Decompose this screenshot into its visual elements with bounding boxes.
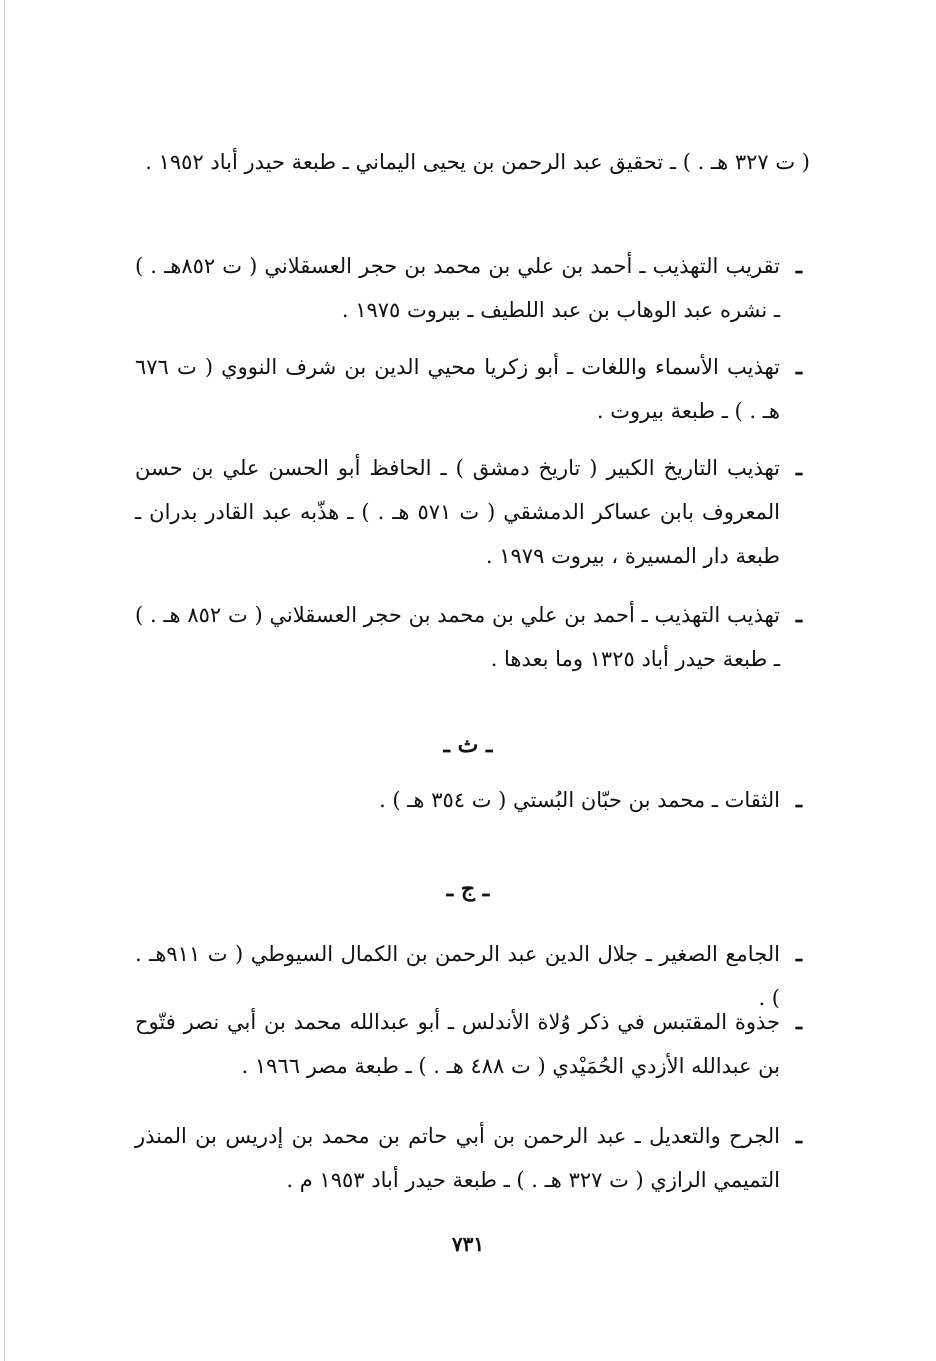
entry-text: الجامع الصغير ـ جلال الدين عبد الرحمن بن الكمال السيوطي ( ت ٩١١هـ . ) . bbox=[135, 942, 780, 1010]
bibliography-entry bbox=[135, 244, 810, 332]
bibliography-entry bbox=[135, 446, 810, 578]
entry-dash: ـ bbox=[795, 1123, 803, 1148]
continued-entry-text: ( ت ٣٢٧ هـ . ) ـ تحقيق عبد الرحمن بن يحيى اليماني ـ طبعة حيدر أباد ١٩٥٢ . bbox=[145, 150, 810, 174]
bibliography-entry bbox=[135, 345, 810, 433]
entry-dash: ـ bbox=[795, 354, 803, 379]
entry-text: تقريب التهذيب ـ أحمد بن علي بن محمد بن حجر العسقلاني ( ت ٨٥٢هـ . ) ـ نشره عبد الوهاب بن عبد اللطيف ـ بيروت ١٩٧٥ . bbox=[135, 254, 780, 322]
entry-dash: ـ bbox=[795, 787, 803, 812]
entry-text: جذوة المقتبس في ذكر وُلاة الأندلس ـ أبو عبدالله محمد بن أبي نصر فتّوح بن عبدالله الأزدي الحُمَيْدي ( ت ٤٨٨ هـ . ) ـ طبعة مصر ١٩٦٦ . bbox=[135, 1010, 780, 1078]
bibliography-entry bbox=[135, 593, 810, 681]
bibliography-entry bbox=[135, 1000, 810, 1088]
entry-text: تهذيب التهذيب ـ أحمد بن علي بن محمد بن حجر العسقلاني ( ت ٨٥٢ هـ . ) ـ طبعة حيدر أباد ١٣٢٥ وما بعدها . bbox=[135, 603, 780, 671]
scan-edge-line bbox=[4, 0, 5, 1361]
entry-dash: ـ bbox=[795, 1009, 803, 1034]
entry-text: تهذيب الأسماء واللغات ـ أبو زكريا محيي الدين بن شرف النووي ( ت ٦٧٦ هـ . ) ـ طبعة بيروت . bbox=[135, 355, 780, 423]
section-heading-tha: ـ ث ـ bbox=[443, 732, 493, 758]
page-number: ٧٣١ bbox=[451, 1232, 485, 1256]
entry-dash: ـ bbox=[795, 941, 803, 966]
section-heading-jim: ـ ج ـ bbox=[446, 876, 490, 902]
entry-dash: ـ bbox=[795, 455, 803, 480]
bibliography-entry bbox=[135, 1114, 810, 1202]
entry-dash: ـ bbox=[795, 602, 803, 627]
entry-text: الثقات ـ محمد بن حبّان البُستي ( ت ٣٥٤ هـ ) . bbox=[379, 788, 780, 812]
bibliography-entry bbox=[135, 778, 810, 822]
entry-text: الجرح والتعديل ـ عبد الرحمن بن أبي حاتم بن محمد بن إدريس بن المنذر التميمي الرازي ( ت ٣٢٧ هـ . ) ـ طبعة حيدر أباد ١٩٥٣ م . bbox=[135, 1124, 780, 1192]
entry-text: تهذيب التاريخ الكبير ( تاريخ دمشق ) ـ الحافظ أبو الحسن علي بن حسن المعروف بابن عساكر الدمشقي ( ت ٥٧١ هـ . ) ـ هذّبه عبد القادر بدران ـ طبعة دار المسيرة ، بيروت ١٩٧٩ . bbox=[135, 456, 780, 568]
entry-dash: ـ bbox=[795, 253, 803, 278]
